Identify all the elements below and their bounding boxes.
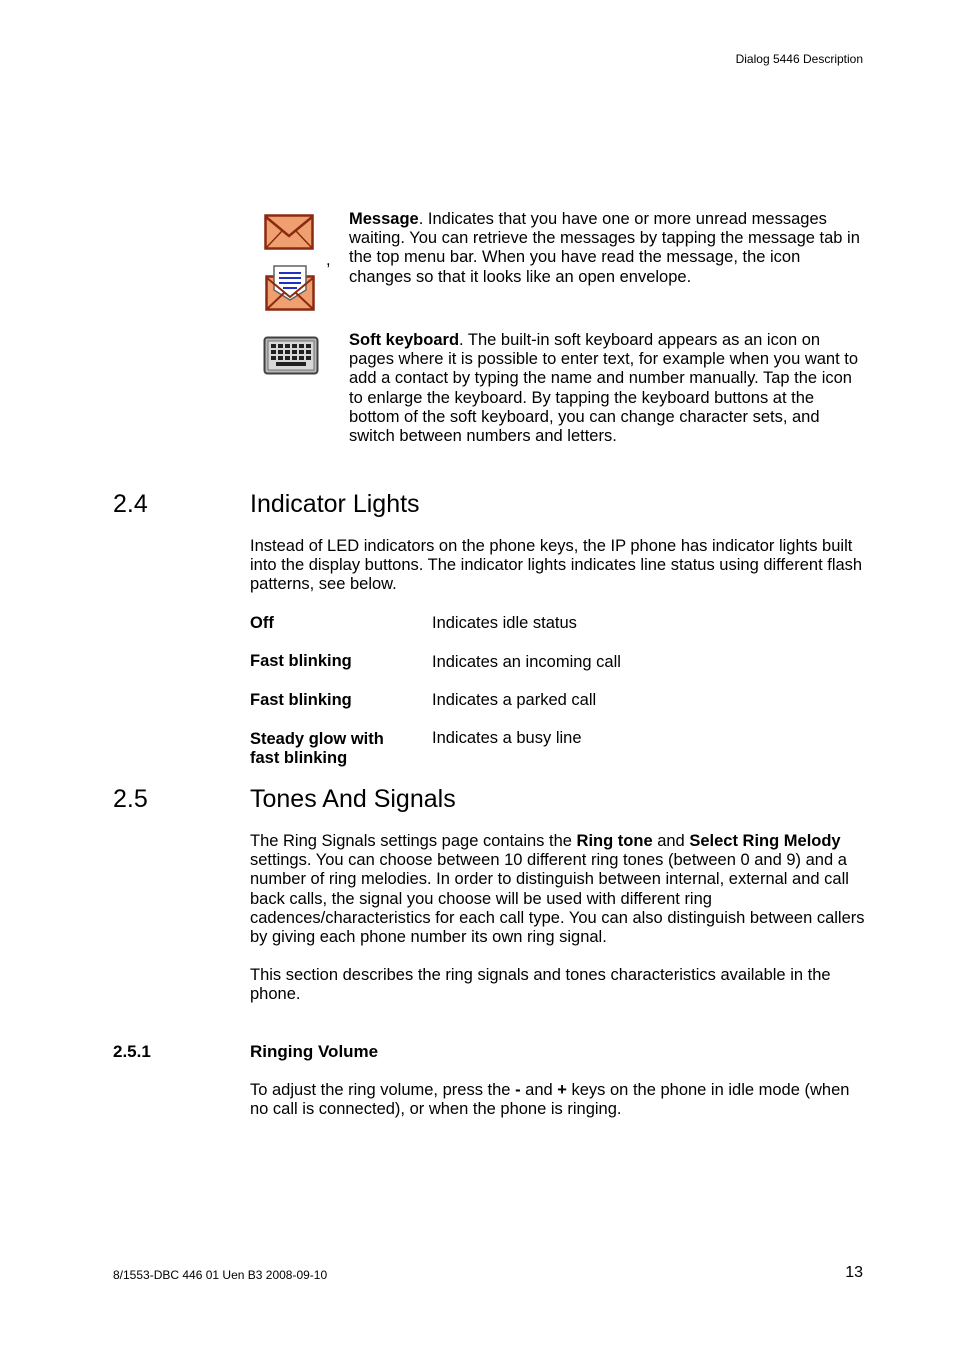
- ringing-volume-paragraph: [250, 1081, 865, 1119]
- message-term: Message: [349, 210, 419, 228]
- plus-key: +: [557, 1081, 567, 1099]
- volume-text-e: keys on the phone in idle mode (when no call is connected), or when the phone is ringing.: [250, 1081, 850, 1119]
- tones-p1-text-a: The Ring Signals settings page contains the: [250, 832, 577, 850]
- keyboard-icon: [263, 336, 319, 375]
- page-number: 13: [845, 1264, 863, 1281]
- icon-separator: ,: [326, 251, 331, 269]
- select-ring-melody-term: Select Ring Melody: [689, 832, 841, 850]
- section-2-5-1-title: Ringing Volume: [250, 1042, 379, 1061]
- ring-tone-term: Ring tone: [576, 832, 653, 850]
- message-description: [349, 210, 864, 287]
- soft-keyboard-description: [349, 331, 864, 446]
- indicator-desc-off: Indicates idle status: [432, 614, 577, 632]
- tones-p1-text-c: and: [652, 832, 690, 850]
- tones-paragraph-1: [250, 832, 865, 947]
- volume-text-c: and: [520, 1081, 558, 1099]
- section-2-4-title: Indicator Lights: [250, 490, 420, 518]
- indicator-term-fast-blinking-incoming: Fast blinking: [250, 652, 352, 670]
- indicator-lights-intro: Instead of LED indicators on the phone keys, the IP phone has indicator lights built into the display buttons. The indicator lights indicates line status using different flash patterns, see below.: [250, 537, 863, 594]
- soft-keyboard-text: . The built-in soft keyboard appears as an icon on pages where it is possible to enter text, for example when you want to add a contact by typing the name and number manually. Tap the icon to enlarge the keyboard. By tapping the keyboard buttons at the bottom of the soft keyboard, you can change character sets, and switch between numbers and letters.: [349, 331, 859, 446]
- indicator-term-steady-glow: Steady glow with fast blinking: [250, 730, 384, 768]
- soft-keyboard-term: Soft keyboard: [349, 331, 460, 349]
- tones-paragraph-2: This section describes the ring signals and tones characteristics available in the phone.: [250, 966, 831, 1004]
- running-header: Dialog 5446 Description: [735, 52, 863, 66]
- minus-key: -: [515, 1081, 521, 1099]
- open-envelope-icon: [264, 264, 316, 312]
- tones-p1-text-e: settings. You can choose between 10 different ring tones (between 0 and 9) and a number of ring melodies. In order to distinguish between internal, external and call back calls, the signal you choose will be used with different ring cadences/characteristics for each call type. You can also distinguish between callers by giving each phone number its own ring signal.: [250, 851, 865, 947]
- indicator-term-fast-blinking-parked: Fast blinking: [250, 691, 352, 709]
- indicator-desc-parked: Indicates a parked call: [432, 691, 597, 709]
- footer-doc-id: 8/1553-DBC 446 01 Uen B3 2008-09-10: [113, 1268, 328, 1282]
- indicator-desc-busy: Indicates a busy line: [432, 729, 582, 747]
- indicator-desc-incoming: Indicates an incoming call: [432, 653, 621, 671]
- indicator-term-off: Off: [250, 614, 274, 632]
- volume-text-a: To adjust the ring volume, press the: [250, 1081, 516, 1099]
- message-text: . Indicates that you have one or more unread messages waiting. You can retrieve the messages by tapping the message tab in the top menu bar. When you have read the message, the icon changes so that it looks like an open envelope.: [349, 210, 860, 286]
- section-2-5-title: Tones And Signals: [250, 785, 456, 813]
- section-2-5-1-number: 2.5.1: [113, 1042, 151, 1061]
- section-2-5-number: 2.5: [113, 785, 148, 813]
- section-2-4-number: 2.4: [113, 490, 148, 518]
- closed-envelope-icon: [264, 214, 314, 250]
